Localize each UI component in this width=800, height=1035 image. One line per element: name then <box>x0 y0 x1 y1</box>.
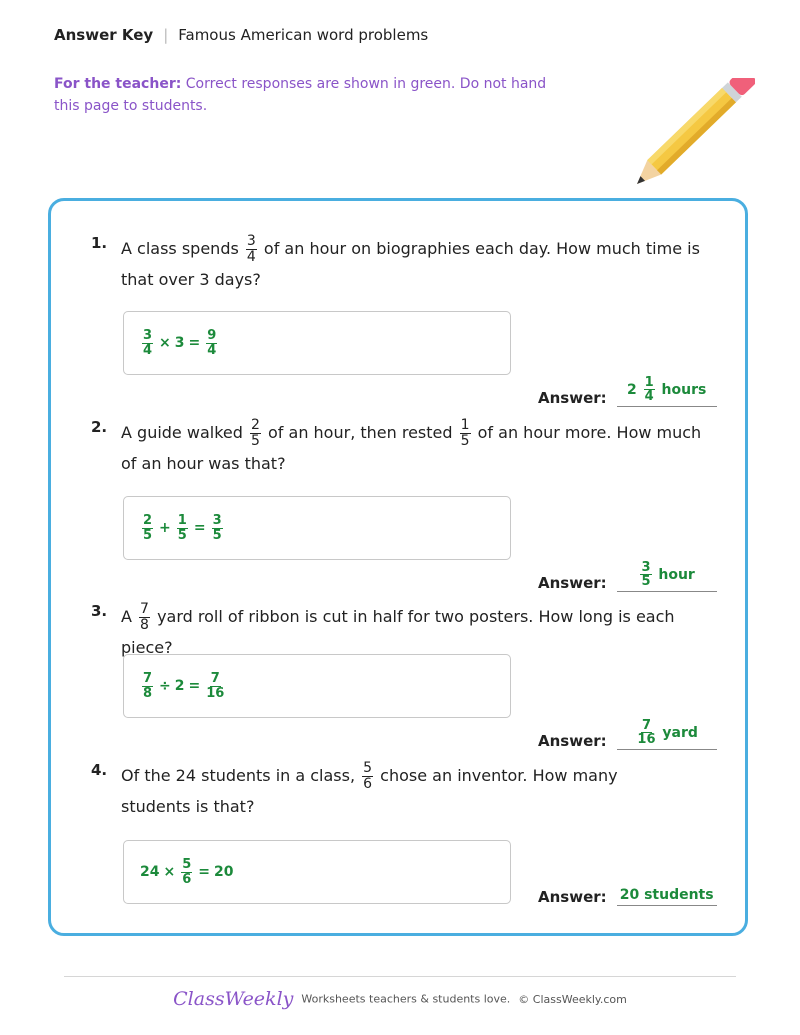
whole-number: 2 <box>626 381 637 398</box>
numerator: 3 <box>641 559 651 575</box>
numerator: 5 <box>182 856 192 872</box>
pencil-icon <box>625 78 755 198</box>
operator: ÷ <box>159 678 171 694</box>
denominator: 4 <box>246 249 256 265</box>
footer-tagline: Worksheets teachers & students love. <box>301 992 511 1006</box>
page-footer <box>0 988 800 1010</box>
denominator: 6 <box>182 871 192 887</box>
denominator: 4 <box>207 342 217 358</box>
text-part: of an hour, then rested <box>268 423 453 442</box>
page-header <box>54 26 428 44</box>
numerator: 5 <box>363 760 373 777</box>
header-subtitle: Famous American word problems <box>178 26 429 44</box>
footer-divider <box>64 976 736 977</box>
numerator: 1 <box>460 417 470 434</box>
denominator: 4 <box>143 342 153 358</box>
numerator: 3 <box>212 512 222 528</box>
numerator: 9 <box>207 327 217 343</box>
fraction <box>206 329 217 357</box>
text-part: Of the 24 students in a class, <box>121 766 356 785</box>
operand: 24 <box>140 864 160 880</box>
operand: 2 <box>174 678 185 694</box>
fraction <box>250 418 261 448</box>
fraction <box>177 514 188 542</box>
equals-sign: = <box>193 520 206 536</box>
denominator: 8 <box>143 685 153 701</box>
numerator: 7 <box>210 670 220 686</box>
fraction <box>139 602 150 632</box>
answer-line <box>617 713 717 750</box>
numerator: 2 <box>250 417 260 434</box>
answer-value: 20 students <box>619 887 714 903</box>
denominator: 5 <box>641 574 651 590</box>
fraction <box>142 514 153 542</box>
answer-line <box>617 555 717 592</box>
text-part: yard roll of ribbon is cut in half for two posters. How long is each piece? <box>121 607 675 657</box>
denominator: 5 <box>143 527 153 543</box>
fraction <box>644 376 655 404</box>
denominator: 16 <box>206 685 225 701</box>
answer-line <box>617 370 717 407</box>
text-part: of an hour on biographies each day. How much time is that over 3 days? <box>121 239 700 289</box>
answer-line <box>617 869 717 906</box>
equals-sign: = <box>198 864 210 880</box>
question-number: 2. <box>91 418 108 436</box>
fraction <box>460 418 471 448</box>
denominator: 8 <box>140 617 149 633</box>
denominator: 4 <box>644 389 654 405</box>
answer-unit: hours <box>661 381 707 398</box>
work-box <box>123 496 511 560</box>
teacher-note-text: Correct responses are shown in green. Do not hand this page to students. <box>54 76 547 114</box>
numerator: 3 <box>143 327 153 343</box>
answer-row <box>538 713 717 750</box>
fraction <box>246 234 257 264</box>
answer-row <box>538 869 717 906</box>
work-box <box>123 840 511 904</box>
text-part: of an hour more. How much of an hour was that? <box>121 423 702 473</box>
fraction <box>142 672 153 700</box>
answer-unit: hour <box>658 566 695 583</box>
answer-value <box>617 561 717 589</box>
answer-value <box>617 719 717 747</box>
header-separator: | <box>163 26 169 44</box>
teacher-note-label: For the teacher: <box>54 76 182 92</box>
answer-value <box>617 376 717 404</box>
fraction <box>181 858 192 886</box>
answer-row <box>538 370 717 407</box>
fraction <box>640 561 651 589</box>
text-part: A <box>121 607 132 626</box>
denominator: 5 <box>212 527 222 543</box>
answer-label: Answer: <box>538 888 607 906</box>
answer-unit: yard <box>662 724 698 741</box>
question-text <box>121 418 721 479</box>
numerator: 7 <box>641 717 651 733</box>
numerator: 1 <box>177 512 187 528</box>
denominator: 5 <box>460 433 470 449</box>
answer-row <box>538 555 717 592</box>
question-number: 4. <box>91 761 108 779</box>
problems-card <box>48 198 748 936</box>
header-title: Answer Key <box>54 26 154 44</box>
numerator: 7 <box>143 670 153 686</box>
operator: × <box>159 335 171 351</box>
footer-copyright: © ClassWeekly.com <box>518 992 627 1006</box>
denominator: 6 <box>363 776 373 792</box>
question-text <box>121 761 681 822</box>
fraction <box>212 514 223 542</box>
brand-logo: ClassWeekly <box>173 988 294 1010</box>
fraction <box>206 672 224 700</box>
teacher-note <box>54 73 574 117</box>
work-box <box>123 654 511 718</box>
numerator: 1 <box>644 374 654 390</box>
answer-label: Answer: <box>538 574 607 592</box>
question-number: 1. <box>91 234 108 252</box>
equals-sign: = <box>188 335 201 351</box>
numerator: 7 <box>140 601 149 618</box>
work-box <box>123 311 511 375</box>
numerator: 3 <box>246 233 256 250</box>
question-text <box>121 234 721 295</box>
denominator: 5 <box>177 527 187 543</box>
question-number: 3. <box>91 602 108 620</box>
operator: + <box>159 520 171 536</box>
denominator: 5 <box>250 433 260 449</box>
denominator: 16 <box>637 732 656 748</box>
operator: × <box>163 864 176 880</box>
answer-label: Answer: <box>538 389 607 407</box>
fraction <box>142 329 153 357</box>
result: 20 <box>214 864 234 880</box>
answer-label: Answer: <box>538 732 607 750</box>
equals-sign: = <box>188 678 201 694</box>
fraction <box>362 761 373 791</box>
fraction <box>637 719 655 747</box>
text-part: chose an inventor. How many students is that? <box>121 766 618 816</box>
text-part: A class spends <box>121 239 239 258</box>
numerator: 2 <box>143 512 153 528</box>
operand: 3 <box>174 335 185 351</box>
text-part: A guide walked <box>121 423 243 442</box>
